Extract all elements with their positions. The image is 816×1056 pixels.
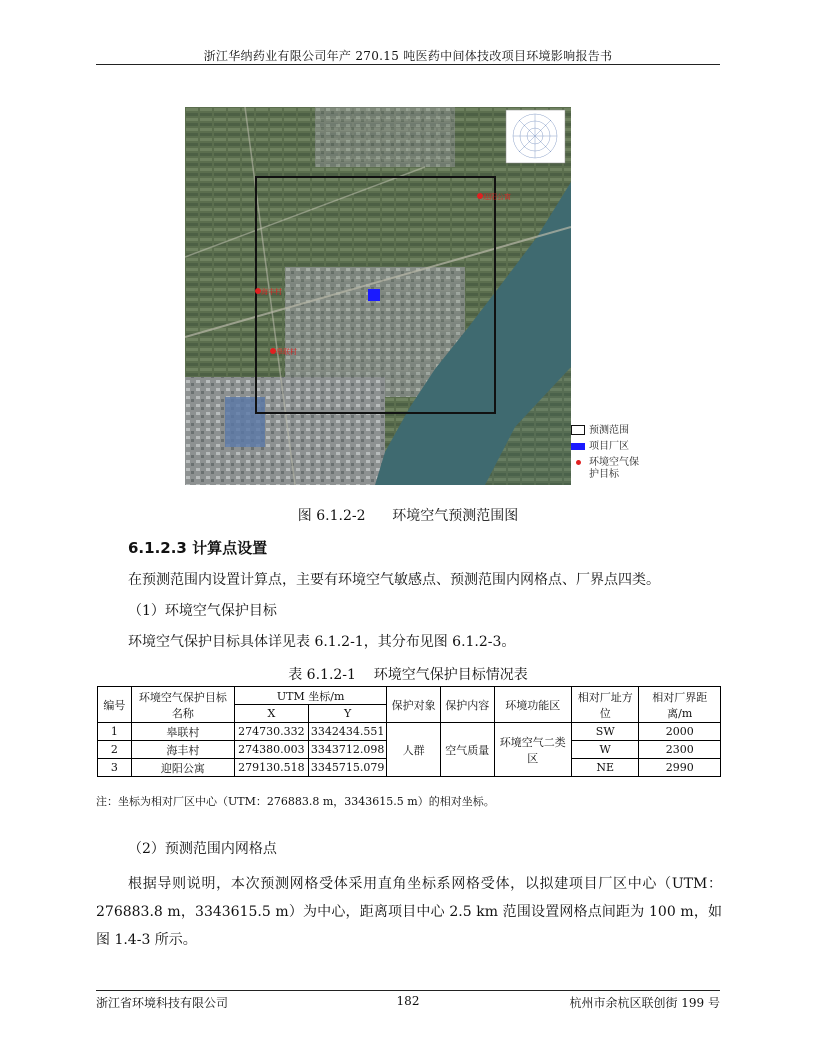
- paragraph: 环境空气保护目标具体详见表 6.1.2-1，其分布见图 6.1.2-3。: [128, 634, 516, 650]
- legend-label: 环境空气保护目标: [589, 457, 639, 480]
- target-label-2: 海丰村: [261, 288, 282, 296]
- cell-direction: W: [571, 741, 639, 759]
- paragraph: 在预测范围内设置计算点，主要有环境空气敏感点、预测范围内网格点、厂界点四类。: [128, 572, 660, 588]
- project-swatch-icon: [571, 443, 585, 450]
- section-title: 6.1.2.3 计算点设置: [128, 539, 268, 557]
- legend-item-boundary: [571, 425, 641, 437]
- header-content: 保护内容: [440, 687, 494, 723]
- table-row: [98, 723, 721, 741]
- cell-distance: 2990: [639, 759, 721, 777]
- legend-item-target: [571, 457, 641, 481]
- cell-y: 3345715.079: [308, 759, 386, 777]
- cell-distance: 2000: [639, 723, 721, 741]
- header-direction: 相对厂址方位: [571, 687, 639, 723]
- legend-item-project: [571, 441, 641, 453]
- cell-name: 海丰村: [131, 741, 234, 759]
- footer-address: 杭州市余杭区联创街 199 号: [569, 996, 720, 1010]
- footer-rule: [96, 990, 720, 991]
- cell-x: 274730.332: [234, 723, 308, 741]
- target-label-1: 迎阳公寓: [483, 193, 511, 201]
- header-name: 环境空气保护目标名称: [131, 687, 234, 723]
- protection-target-table: [97, 686, 721, 777]
- target-dot-icon: [571, 457, 585, 467]
- compass-rose-icon: [513, 114, 557, 158]
- subheading: （1）环境空气保护目标: [128, 603, 277, 619]
- cell-object: 人群: [387, 723, 441, 777]
- footer-company: 浙江省环境科技有限公司: [96, 996, 229, 1010]
- prediction-range-figure: [185, 107, 641, 488]
- cell-no: 2: [98, 741, 132, 759]
- cell-y: 3342434.551: [308, 723, 386, 741]
- boundary-swatch-icon: [571, 425, 585, 435]
- cell-no: 1: [98, 723, 132, 741]
- satellite-map: [185, 107, 571, 485]
- cell-y: 3343712.098: [308, 741, 386, 759]
- paragraph: 根据导则说明，本次预测网格受体采用直角坐标系网格受体，以拟建项目厂区中心（UTM：276883.8 m，3343615.5 m）为中心，距离项目中心 2.5 km 范围设置网格点间距为 100 m，如图 1.4-3 所示。: [96, 876, 722, 948]
- legend-label: 项目厂区: [589, 441, 629, 452]
- cell-no: 3: [98, 759, 132, 777]
- page-header: 浙江华纳药业有限公司年产 270.15 吨医药中间体技改项目环境影响报告书: [203, 49, 613, 63]
- cell-direction: NE: [571, 759, 639, 777]
- table-caption: 表 6.1.2-1 环境空气保护目标情况表: [288, 667, 528, 683]
- cell-content: 空气质量: [440, 723, 494, 777]
- header-zone: 环境功能区: [494, 687, 571, 723]
- satellite-map-graphic: [185, 107, 571, 485]
- header-distance: 相对厂界距离/m: [639, 687, 721, 723]
- cell-direction: SW: [571, 723, 639, 741]
- project-site-marker: [368, 289, 380, 301]
- page-number: 182: [396, 994, 420, 1008]
- cell-name: 迎阳公寓: [131, 759, 234, 777]
- header-utm: UTM 坐标/m: [234, 687, 386, 705]
- cell-x: 279130.518: [234, 759, 308, 777]
- subheading: （2）预测范围内网格点: [128, 841, 277, 857]
- header-x: X: [234, 705, 308, 723]
- cell-name: 皋联村: [131, 723, 234, 741]
- header-no: 编号: [98, 687, 132, 723]
- cell-zone: 环境空气二类区: [494, 723, 571, 777]
- cell-distance: 2300: [639, 741, 721, 759]
- header-rule: [96, 64, 720, 65]
- header-y: Y: [308, 705, 386, 723]
- map-legend: [571, 425, 641, 485]
- figure-caption: 图 6.1.2-2 环境空气预测范围图: [297, 508, 519, 524]
- legend-label: 预测范围: [589, 425, 629, 436]
- cell-x: 274380.003: [234, 741, 308, 759]
- target-label-3: 皋联村: [276, 348, 297, 356]
- table-note: 注：坐标为相对厂区中心（UTM：276883.8 m，3343615.5 m）的相对坐标。: [96, 795, 495, 808]
- header-object: 保护对象: [387, 687, 441, 723]
